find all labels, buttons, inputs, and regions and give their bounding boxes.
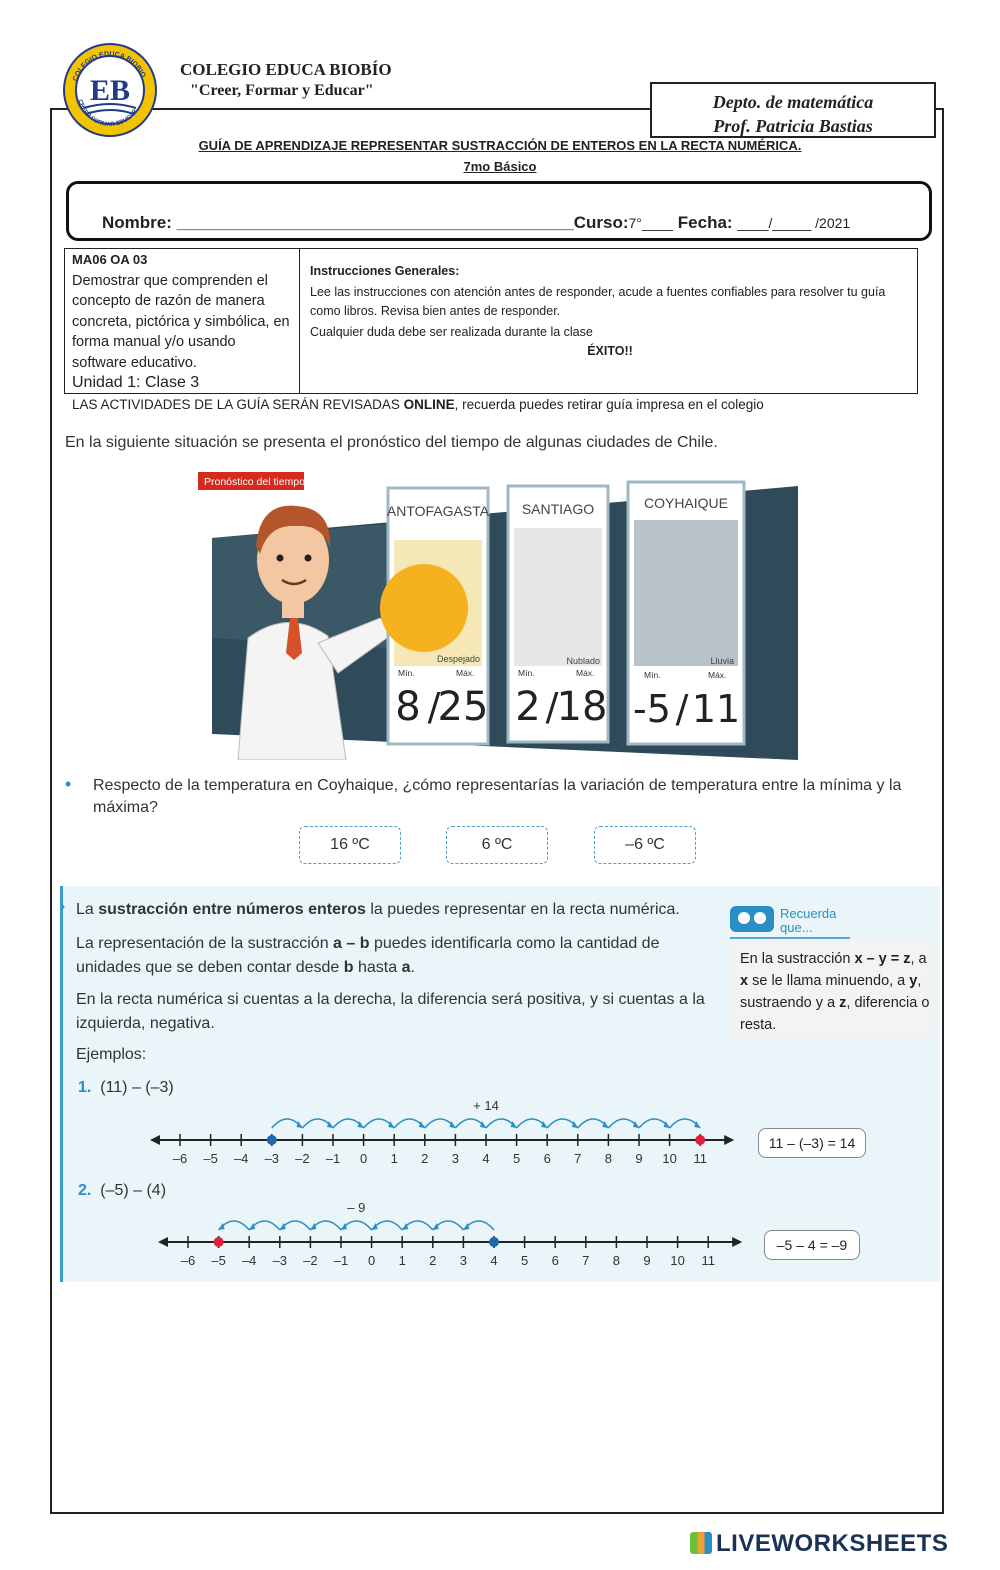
remember-expr: x – y = z — [854, 951, 911, 967]
activities-note-text: LAS ACTIVIDADES DE LA GUÍA SERÁN REVISADAS — [72, 397, 404, 412]
date-label: Fecha: — [677, 213, 733, 232]
name-field[interactable]: __________________________________________ — [176, 213, 574, 232]
tick-label-2-12: 6 — [551, 1253, 559, 1268]
theory-box-bar — [60, 886, 66, 1282]
tick-label-2-11: 5 — [520, 1253, 529, 1268]
number-line-2 — [158, 1198, 758, 1278]
tick-label-1-5: –1 — [325, 1151, 341, 1166]
theory-p2-expr: a – b — [333, 935, 370, 952]
liveworksheets-text: LIVEWORKSHEETS — [716, 1530, 949, 1557]
answer-option-3[interactable]: –6 ºC — [594, 826, 696, 864]
axis-arrow-right-1 — [724, 1135, 734, 1145]
example-2-header — [78, 1182, 166, 1200]
city-name-3: COYHAIQUE — [643, 495, 729, 511]
max-temp-1: 25 — [437, 684, 489, 730]
theory-p1 — [76, 901, 680, 919]
bullet-icon: • — [65, 774, 72, 794]
remember-t1: En la sustracción — [740, 951, 855, 967]
end-point-1 — [695, 1135, 705, 1145]
jump-arrow-1-7 — [602, 1121, 608, 1128]
department-name: Depto. de matemática — [712, 92, 874, 112]
theory-p2-c: hasta — [353, 959, 402, 976]
course-label: Curso: — [573, 213, 629, 232]
example-2-result: –5 – 4 = –9 — [764, 1230, 860, 1260]
theory-p2-var-b: b — [343, 959, 354, 976]
axis-arrow-left-2 — [158, 1237, 168, 1247]
school-name: COLEGIO EDUCA BIOBÍO — [180, 60, 392, 79]
jump-arrow-1-8 — [633, 1121, 639, 1128]
tick-label-2-2: –4 — [241, 1253, 257, 1268]
liveworksheets-icon — [690, 1532, 712, 1554]
example-1-number: 1. — [78, 1079, 92, 1096]
answer-option-1[interactable]: 16 ºC — [299, 826, 401, 864]
remember-y: y — [909, 973, 918, 989]
jump-arrow-1-0 — [388, 1121, 394, 1128]
theory-p3: En la recta numérica si cuentas a la derecha, la diferencia será positiva, y si cuentas a la izquierda, negativa. — [76, 991, 705, 1032]
tick-label-2-7: 1 — [398, 1253, 406, 1268]
theory-p2-b: puedes identificarla como la cantidad de unidades que se deben contar desde — [76, 935, 660, 976]
name-label: Nombre: — [102, 213, 172, 232]
city-condition-3: Lluvia — [710, 656, 734, 666]
course-field[interactable]: 7°____ — [628, 215, 674, 231]
min-label-3: Mín. — [644, 670, 661, 680]
tick-label-2-1: –5 — [211, 1253, 226, 1268]
theory-p1-b: la puedes representar en la recta numérica. — [365, 901, 680, 918]
max-temp-3: 11 — [691, 687, 741, 731]
tick-label-2-9: 3 — [459, 1253, 468, 1268]
max-temp-2: 18 — [556, 684, 608, 730]
instructions-text: Lee las instrucciones con atención antes de responder, acude a fuentes confiables para resolver tu guía como libros. Revisa bien antes de responder. — [310, 285, 886, 318]
logo-ring-bottom: CREER FORMAR EDUCAR — [76, 98, 139, 129]
jump-arrow-1-4 — [511, 1121, 517, 1128]
logo-ring-top: COLEGIO EDUCA BIOBIO — [72, 50, 147, 83]
tick-label-1-2: –4 — [233, 1151, 249, 1166]
tick-label-2-5: –1 — [333, 1253, 349, 1268]
tick-label-1-12: 6 — [543, 1151, 551, 1166]
jump-arrow-2--1 — [310, 1223, 316, 1230]
tick-label-2-6: 0 — [367, 1253, 376, 1268]
end-point-2 — [214, 1237, 224, 1247]
guide-grade: 7mo Básico — [463, 159, 537, 174]
objective-code: MA06 OA 03 — [72, 252, 148, 267]
teacher-name: Prof. Patricia Bastias — [713, 116, 873, 136]
tick-label-1-11: 5 — [512, 1151, 521, 1166]
tick-label-2-0: –6 — [180, 1253, 196, 1268]
jump-arrow-1-6 — [572, 1121, 578, 1128]
min-label-1: Mín. — [398, 668, 415, 678]
min-temp-2: 2 — [515, 684, 541, 730]
jump-arrow-1--3 — [296, 1121, 302, 1128]
tick-label-1-10: 4 — [482, 1151, 490, 1166]
tick-label-1-16: 10 — [662, 1151, 677, 1166]
tick-label-2-17: 11 — [701, 1253, 715, 1268]
school-motto: "Creer, Formar y Educar" — [190, 82, 374, 99]
activities-note-rest: , recuerda puedes retirar guía impresa en el colegio — [454, 397, 764, 412]
city-condition-1: Despejado — [436, 654, 480, 664]
tick-label-1-6: 0 — [359, 1151, 368, 1166]
remember-t5: , diferencia o resta. — [740, 995, 930, 1033]
instructions-cell — [310, 262, 910, 361]
remember-text — [740, 948, 930, 1036]
jump-arrow-2-4 — [463, 1223, 469, 1230]
slash-2: / — [545, 685, 559, 729]
tick-label-1-3: –3 — [264, 1151, 280, 1166]
example-1-header — [78, 1079, 174, 1097]
remember-t4: , sustraendo y a — [740, 973, 922, 1011]
example-2-expression: (–5) – (4) — [100, 1182, 167, 1199]
activities-note-online: ONLINE — [403, 397, 455, 412]
jump-arrow-2-1 — [372, 1223, 378, 1230]
tick-label-2-14: 8 — [612, 1253, 621, 1268]
example-1-expression: (11) – (–3) — [100, 1079, 174, 1096]
chevron-right-icon: › — [60, 898, 66, 915]
min-temp-3: -5 — [633, 687, 671, 731]
tick-label-1-13: 7 — [574, 1151, 582, 1166]
jump-arrow-2-3 — [433, 1223, 439, 1230]
school-logo — [62, 42, 158, 138]
jump-arrow-2--2 — [280, 1223, 286, 1230]
max-label-2: Máx. — [576, 668, 595, 678]
remember-title: Recuerda — [780, 906, 837, 921]
example-1-result: 11 – (–3) = 14 — [758, 1128, 866, 1158]
forecast-tag: Pronóstico del tiempo — [204, 476, 305, 488]
theory-p2-var-a: a — [401, 959, 411, 976]
start-point-1 — [267, 1135, 277, 1145]
examples-label: Ejemplos: — [76, 1046, 147, 1063]
tick-label-1-8: 2 — [421, 1151, 429, 1166]
tick-label-1-4: –2 — [295, 1151, 310, 1166]
min-temp-1: 8 — [395, 684, 421, 730]
remember-title-2: que... — [780, 920, 813, 935]
jump-arrow-2--4 — [219, 1223, 225, 1230]
tick-label-1-1: –5 — [203, 1151, 218, 1166]
city-name-1: ANTOFAGASTA — [386, 503, 490, 519]
start-point-2 — [489, 1237, 499, 1247]
jump-arrow-2-0 — [341, 1223, 347, 1230]
logo-initials: EB — [89, 74, 131, 107]
jump-arrow-2--3 — [249, 1223, 255, 1230]
jump-label-2: – 9 — [347, 1200, 366, 1215]
slash-1: / — [427, 685, 441, 729]
liveworksheets-logo — [690, 1530, 948, 1558]
remember-t3: se le llama minuendo, a — [748, 973, 910, 989]
department-box — [650, 82, 936, 138]
objective-cell — [64, 248, 300, 394]
axis-arrow-right-2 — [732, 1237, 742, 1247]
remember-x: x — [740, 973, 749, 989]
jump-arrow-2-2 — [402, 1223, 408, 1230]
example-2-number: 2. — [78, 1182, 92, 1199]
city-name-2: SANTIAGO — [521, 501, 595, 517]
jump-arrow-1-10 — [694, 1121, 700, 1128]
tick-label-2-8: 2 — [429, 1253, 437, 1268]
unit-label: Unidad 1: Clase 3 — [72, 374, 200, 391]
axis-arrow-left-1 — [150, 1135, 160, 1145]
weather-forecast-illustration — [198, 468, 804, 760]
date-field[interactable]: ____/_____ /2021 — [737, 215, 851, 231]
jump-arrow-1-3 — [480, 1121, 486, 1128]
jump-arrow-1-9 — [664, 1121, 670, 1128]
max-label-3: Máx. — [708, 670, 727, 680]
guide-title: GUÍA DE APRENDIZAJE REPRESENTAR SUSTRACCIÓN DE ENTEROS EN LA RECTA NUMÉRICA. — [198, 138, 802, 153]
number-line-1 — [150, 1096, 750, 1176]
tick-label-2-13: 7 — [582, 1253, 590, 1268]
tick-label-2-16: 10 — [670, 1253, 685, 1268]
theory-p2-end: . — [410, 959, 415, 976]
min-label-2: Mín. — [518, 668, 535, 678]
instructions-closing: ÉXITO!! — [587, 344, 633, 358]
instructions-heading: Instrucciones Generales: — [310, 264, 460, 278]
jump-arrow-1--1 — [358, 1121, 364, 1128]
max-label-1: Máx. — [456, 668, 475, 678]
tick-label-1-15: 9 — [635, 1151, 643, 1166]
tick-label-2-4: –2 — [303, 1253, 318, 1268]
tick-label-1-17: 11 — [693, 1151, 707, 1166]
tick-label-1-0: –6 — [172, 1151, 188, 1166]
student-info-line — [102, 213, 850, 233]
theory-p2 — [76, 932, 726, 980]
answer-option-2[interactable]: 6 ºC — [446, 826, 548, 864]
instructions-doubts: Cualquier duda debe ser realizada durante la clase — [310, 325, 593, 339]
jump-arrow-1--2 — [327, 1121, 333, 1128]
objective-text: Demostrar que comprenden el concepto de razón de manera concreta, pictórica y simbólica, en forma manual y/o usando software educativo. — [72, 272, 290, 371]
situation-text: En la siguiente situación se presenta el pronóstico del tiempo de algunas ciudades de Chile. — [65, 434, 718, 451]
slash-3: / — [675, 687, 689, 731]
tick-label-1-9: 3 — [451, 1151, 460, 1166]
tick-label-2-10: 4 — [490, 1253, 498, 1268]
activities-note — [72, 397, 764, 412]
question — [65, 775, 940, 819]
remember-t2: , a — [910, 951, 927, 967]
jump-arrow-1-5 — [541, 1121, 547, 1128]
theory-p2-a: La representación de la sustracción — [76, 935, 334, 952]
tick-label-2-15: 9 — [643, 1253, 651, 1268]
theory-p1-a: La — [76, 901, 99, 918]
tick-label-1-14: 8 — [604, 1151, 613, 1166]
city-condition-2: Nublado — [566, 656, 600, 666]
jump-arrow-1-2 — [449, 1121, 455, 1128]
remember-z: z — [839, 995, 847, 1011]
jump-arrow-1-1 — [419, 1121, 425, 1128]
question-text: Respecto de la temperatura en Coyhaique, ¿cómo representarías la variación de temperatura entre la mínima y la máxima? — [93, 777, 902, 816]
tick-label-1-7: 1 — [390, 1151, 398, 1166]
theory-p1-strong: sustracción entre números enteros — [98, 901, 366, 918]
tick-label-2-3: –3 — [272, 1253, 288, 1268]
jump-label-1: + 14 — [473, 1098, 499, 1113]
